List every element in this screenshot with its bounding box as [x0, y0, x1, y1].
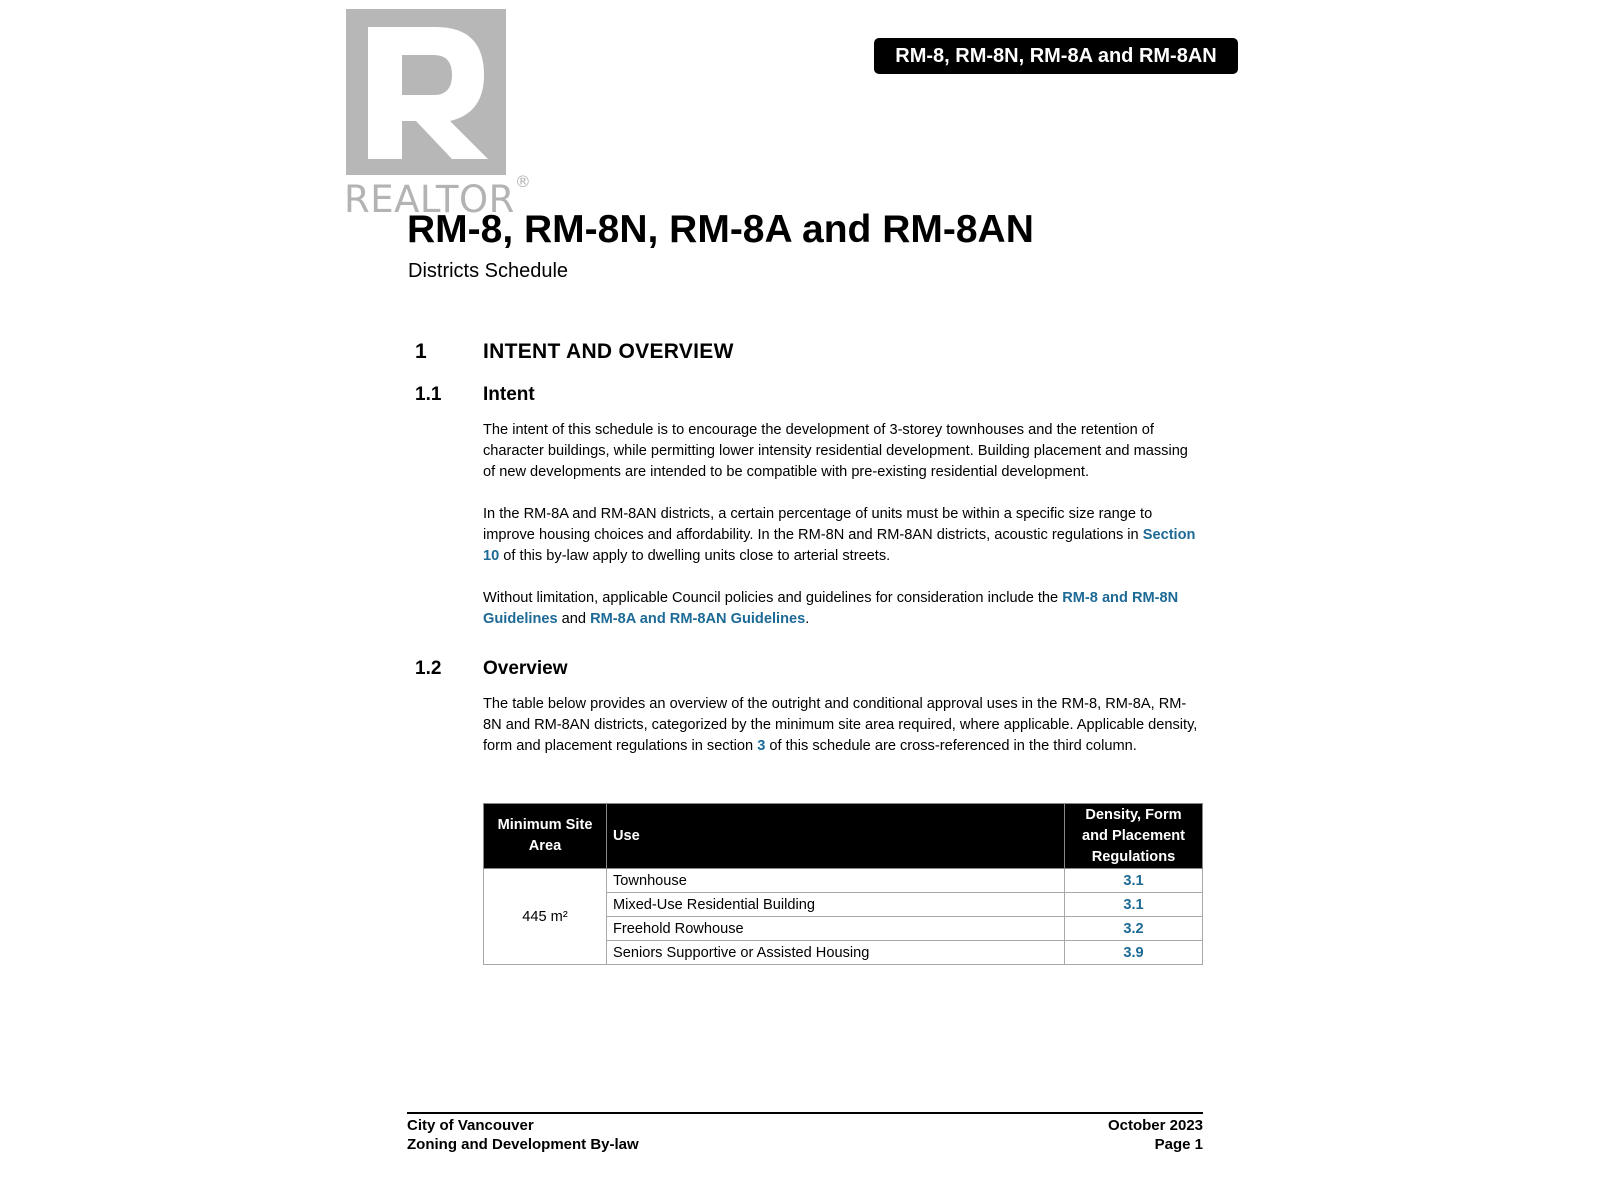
header-use: Use: [607, 804, 1065, 869]
section-title: INTENT AND OVERVIEW: [483, 340, 734, 363]
regulation-cell: [1065, 893, 1203, 917]
rm8a-guidelines-link[interactable]: RM-8A and RM-8AN Guidelines: [590, 611, 806, 627]
subsection-number-overview: 1.2: [415, 658, 442, 679]
footer-org: City of Vancouver: [407, 1117, 534, 1134]
rm8-guidelines-link[interactable]: RM-8 and RM-8N Guidelines: [483, 590, 1179, 627]
footer-page: Page 1: [1154, 1136, 1203, 1153]
section-3-link[interactable]: 3: [757, 738, 766, 754]
use-cell: Seniors Supportive or Assisted Housing: [607, 941, 1065, 965]
header-badge: RM-8, RM-8N, RM-8A and RM-8AN: [874, 38, 1238, 74]
header-min-site-area: Minimum Site Area: [484, 804, 607, 869]
page-title: RM-8, RM-8N, RM-8A and RM-8AN: [407, 208, 1034, 251]
section-number: 1: [415, 340, 427, 363]
subsection-number-intent: 1.1: [415, 384, 442, 405]
regulation-cell: [1065, 941, 1203, 965]
intent-paragraph-3: Without limitation, applicable Council policies and guidelines for consideration include the RM-8 and RM-8N Guidelines and RM-8A and RM-8AN Guidelines.: [483, 590, 1179, 627]
footer-doc: Zoning and Development By-law: [407, 1136, 639, 1153]
header-regulations: Density, Form and Placement Regulations: [1065, 804, 1203, 869]
intent-paragraph-1: The intent of this schedule is to encourage the development of 3-storey townhouses and the retention of character buildings, while permitting lower intensity residential development. Building placement and massing of new developments are intended to be compatible with pre-existing residential development.: [483, 422, 1188, 480]
overview-paragraph: The table below provides an overview of the outright and conditional approval uses in the RM-8, RM-8A, RM-8N and RM-8AN districts, categorized by the minimum site area required, where applicable. Applicable density, form and placement regulations in section 3 of this schedule are cross-referenced in the third column.: [483, 696, 1198, 754]
intent-paragraph-2: In the RM-8A and RM-8AN districts, a certain percentage of units must be within a specific size range to improve housing choices and affordability. In the RM-8N and RM-8AN districts, acoustic regulations in Section 10 of this by-law apply to dwelling units close to arterial streets.: [483, 506, 1196, 564]
overview-table: [483, 803, 1203, 965]
realtor-logo-icon: [346, 9, 506, 175]
use-cell: Townhouse: [607, 869, 1065, 893]
footer-right: [1000, 1116, 1203, 1154]
footer-divider: [407, 1112, 1203, 1114]
regulation-link[interactable]: 3.9: [1123, 944, 1144, 961]
regulation-link[interactable]: 3.1: [1123, 872, 1144, 889]
regulation-cell: [1065, 869, 1203, 893]
table-row: [484, 869, 1203, 893]
footer-left: [407, 1116, 639, 1154]
footer-date: October 2023: [1107, 1117, 1203, 1134]
subsection-title-intent: Intent: [483, 384, 535, 405]
table-header-row: [484, 804, 1203, 869]
use-cell: Freehold Rowhouse: [607, 917, 1065, 941]
use-cell: Mixed-Use Residential Building: [607, 893, 1065, 917]
page-subtitle: Districts Schedule: [408, 260, 569, 282]
subsection-title-overview: Overview: [483, 658, 568, 679]
regulation-link[interactable]: 3.1: [1123, 896, 1144, 913]
regulation-cell: [1065, 917, 1203, 941]
regulation-link[interactable]: 3.2: [1123, 920, 1144, 937]
site-area-cell: 445 m²: [484, 869, 607, 965]
section-10-link[interactable]: Section 10: [483, 527, 1196, 564]
realtor-logo-text: REALTOR®: [344, 172, 532, 221]
